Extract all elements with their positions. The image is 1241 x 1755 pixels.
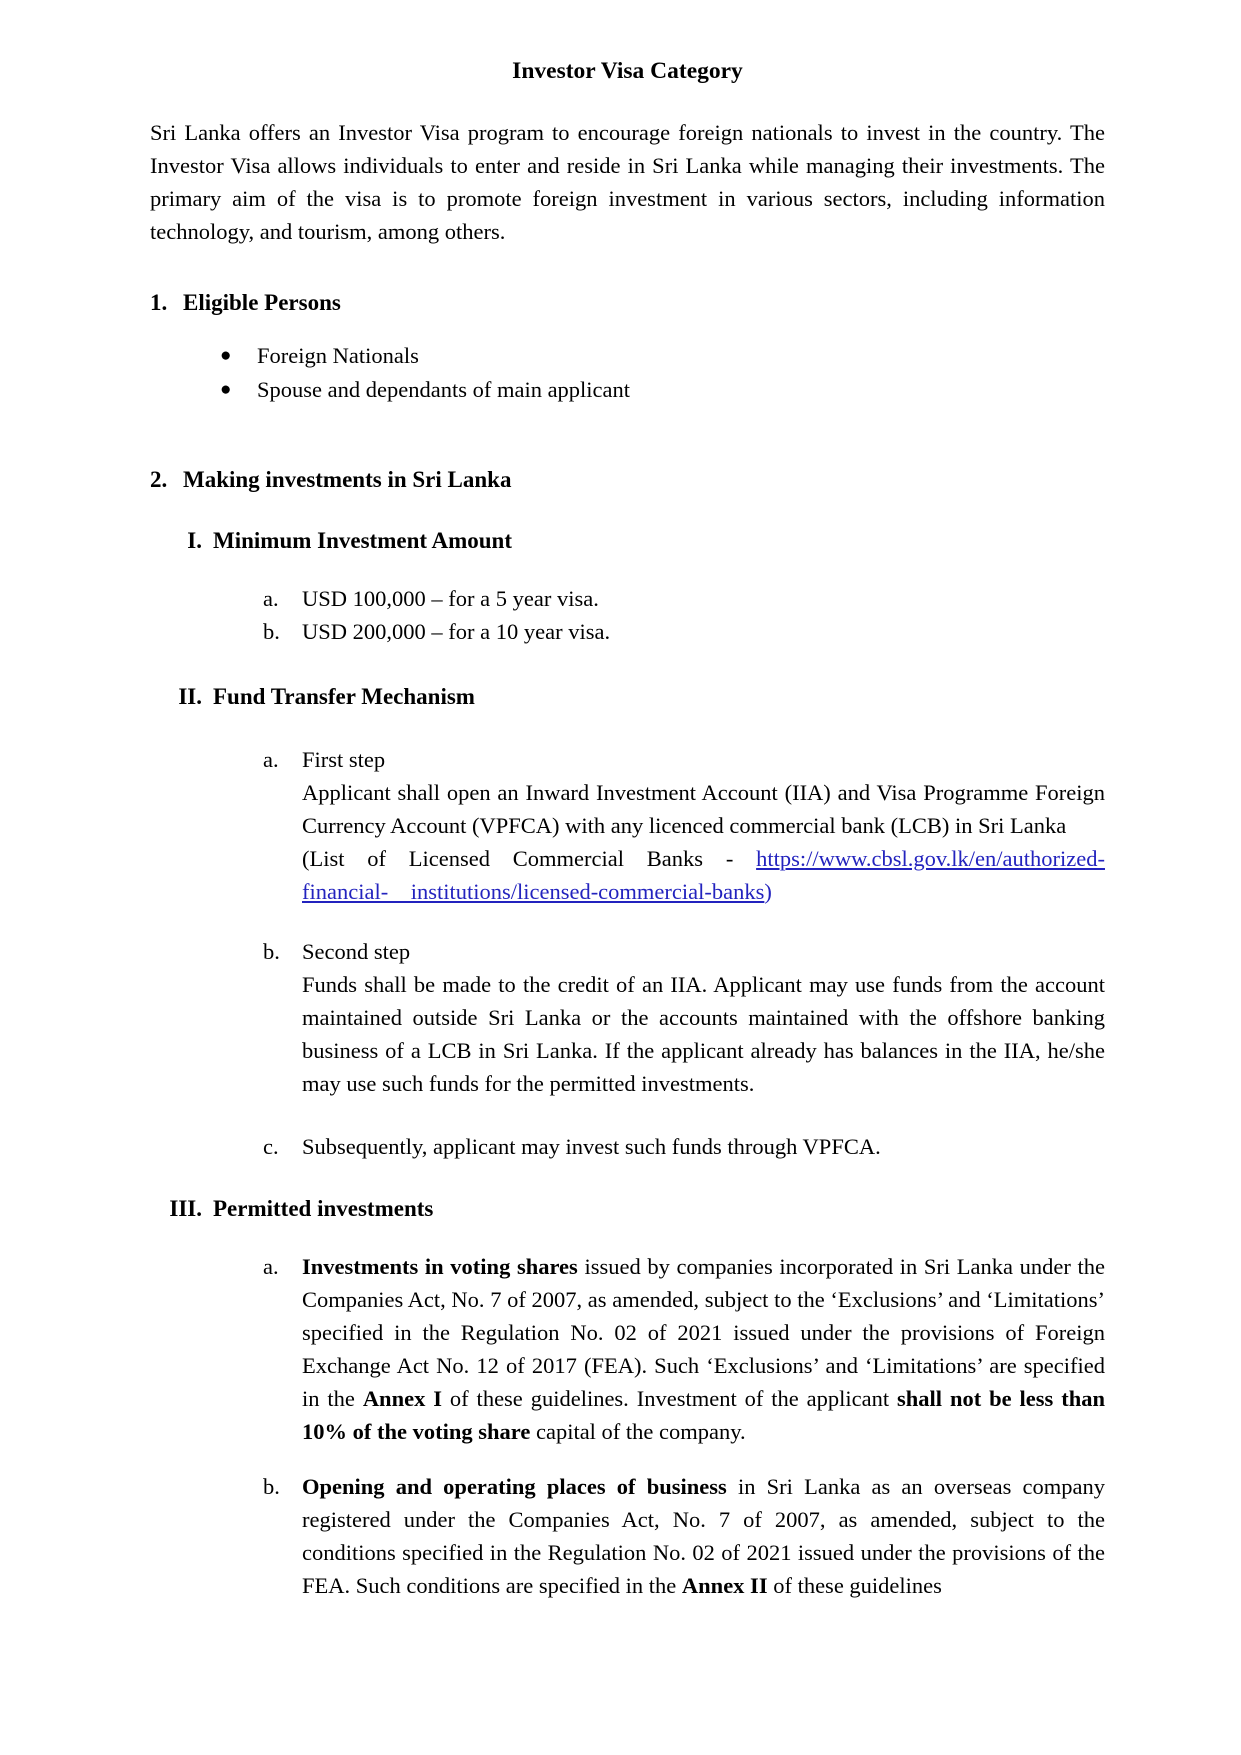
bold-run: shall not be less than 10% of the voting share (302, 1386, 1105, 1444)
item-text: USD 100,000 – for a 5 year visa. (302, 586, 599, 611)
section-1-heading (150, 286, 1105, 319)
text-run: of these guidelines (767, 1573, 942, 1598)
item-marker: a. (263, 747, 279, 772)
first-step-content (302, 743, 1105, 908)
section-2-heading (150, 463, 1105, 496)
section-2-title: Making investments in Sri Lanka (183, 467, 512, 492)
bold-run: Annex I (362, 1386, 442, 1411)
bank-list-note-line2 (302, 875, 1105, 908)
second-step-title: Second step (302, 939, 411, 964)
item-text: USD 200,000 – for a 10 year visa. (302, 619, 611, 644)
list-item (220, 339, 1105, 373)
subsection-3-title: Permitted investments (213, 1196, 434, 1221)
bullet-icon: ● (220, 345, 232, 366)
list-item-text: Spouse and dependants of main applicant (257, 377, 631, 402)
text-run: of these guidelines. Investment of the applicant (442, 1386, 898, 1411)
item-marker: b. (263, 1474, 280, 1499)
list-item-text: Foreign Nationals (257, 343, 419, 368)
subsection-3-heading (150, 1192, 1105, 1225)
subsection-3-numeral: III. (169, 1196, 202, 1221)
bank-list-note-prefix: (List of Licensed Commercial Banks - (302, 846, 757, 871)
subsection-1-title: Minimum Investment Amount (213, 528, 513, 553)
item-marker: b. (263, 939, 280, 964)
bank-list-note-line1 (302, 842, 1105, 875)
voting-shares-paragraph (302, 1250, 1105, 1448)
subsection-1-numeral: I. (187, 528, 202, 553)
list-item (263, 582, 1105, 615)
minimum-investment-list (150, 582, 1105, 648)
bold-run: Investments in voting shares (302, 1254, 578, 1279)
item-marker: b. (263, 619, 280, 644)
bank-list-note-close-paren: ) (764, 879, 772, 904)
subsection-2-numeral: II. (178, 684, 202, 709)
bold-run: Opening and operating places of business (302, 1474, 727, 1499)
places-of-business-paragraph (302, 1470, 1105, 1602)
page-title: Investor Visa Category (512, 58, 743, 84)
subsection-2-heading (150, 680, 1105, 713)
cbsl-link-line2[interactable]: financial- institutions/licensed-commercial-banks (302, 879, 765, 904)
section-1-title: Eligible Persons (183, 290, 341, 315)
first-step-paragraph: Applicant shall open an Inward Investment Account (IIA) and Visa Programme Foreign Currency Account (VPFCA) with any licenced commercial bank (LCB) in Sri Lanka (302, 780, 1105, 838)
second-step-item (263, 935, 1105, 1100)
section-1-number: 1. (150, 290, 168, 315)
list-item (220, 373, 1105, 407)
item-marker: c. (263, 1134, 279, 1159)
item-text: Subsequently, applicant may invest such funds through VPFCA. (302, 1134, 881, 1159)
cbsl-link-line1[interactable]: https://www.cbsl.gov.lk/en/authorized- (756, 846, 1105, 871)
bullet-icon: ● (220, 379, 232, 400)
intro-paragraph: Sri Lanka offers an Investor Visa program to encourage foreign nationals to invest in the country. The Investor Visa allows individuals to enter and reside in Sri Lanka while managing their investments. The primary aim of the visa is to promote foreign investment in various sectors, including information technology, and tourism, among others. (150, 120, 1105, 244)
voting-shares-item (263, 1250, 1105, 1448)
text-run: issued by companies incorporated in Sri Lanka under the Companies Act, No. 7 of 2007, as amended, subject to the ‘Exclusions’ and ‘Limitations’ specified in the Regulation No. 02 of 2021 issued under the provisions of Foreign Exchange Act No. 12 of 2017 (FEA). Such ‘Exclusions’ and ‘Limitations’ are specified in the (302, 1254, 1105, 1411)
subsection-2-title: Fund Transfer Mechanism (213, 684, 475, 709)
text-run: in Sri Lanka as an overseas company registered under the Companies Act, No. 7 of 2007, as amended, subject to the conditions specified in the Regulation No. 02 of 2021 issued under the provisions of the FEA. Such conditions are specified in the (302, 1474, 1105, 1598)
text-run: capital of the company. (530, 1419, 746, 1444)
list-item (263, 615, 1105, 648)
first-step-title: First step (302, 747, 386, 772)
second-step-paragraph: Funds shall be made to the credit of an IIA. Applicant may use funds from the account maintained outside Sri Lanka or the accounts maintained with the offshore banking business of a LCB in Sri Lanka. If the applicant already has balances in the IIA, he/she may use such funds for the permitted investments. (302, 972, 1105, 1096)
eligible-persons-list (150, 339, 1105, 407)
item-marker: a. (263, 586, 279, 611)
item-marker: a. (263, 1254, 279, 1279)
subsection-1-heading (150, 524, 1105, 557)
first-step-item (263, 743, 1105, 908)
section-2-number: 2. (150, 467, 168, 492)
second-step-content (302, 935, 1105, 1100)
subsequently-item (263, 1130, 1105, 1163)
places-of-business-item (263, 1470, 1105, 1602)
bold-run: Annex II (681, 1573, 768, 1598)
